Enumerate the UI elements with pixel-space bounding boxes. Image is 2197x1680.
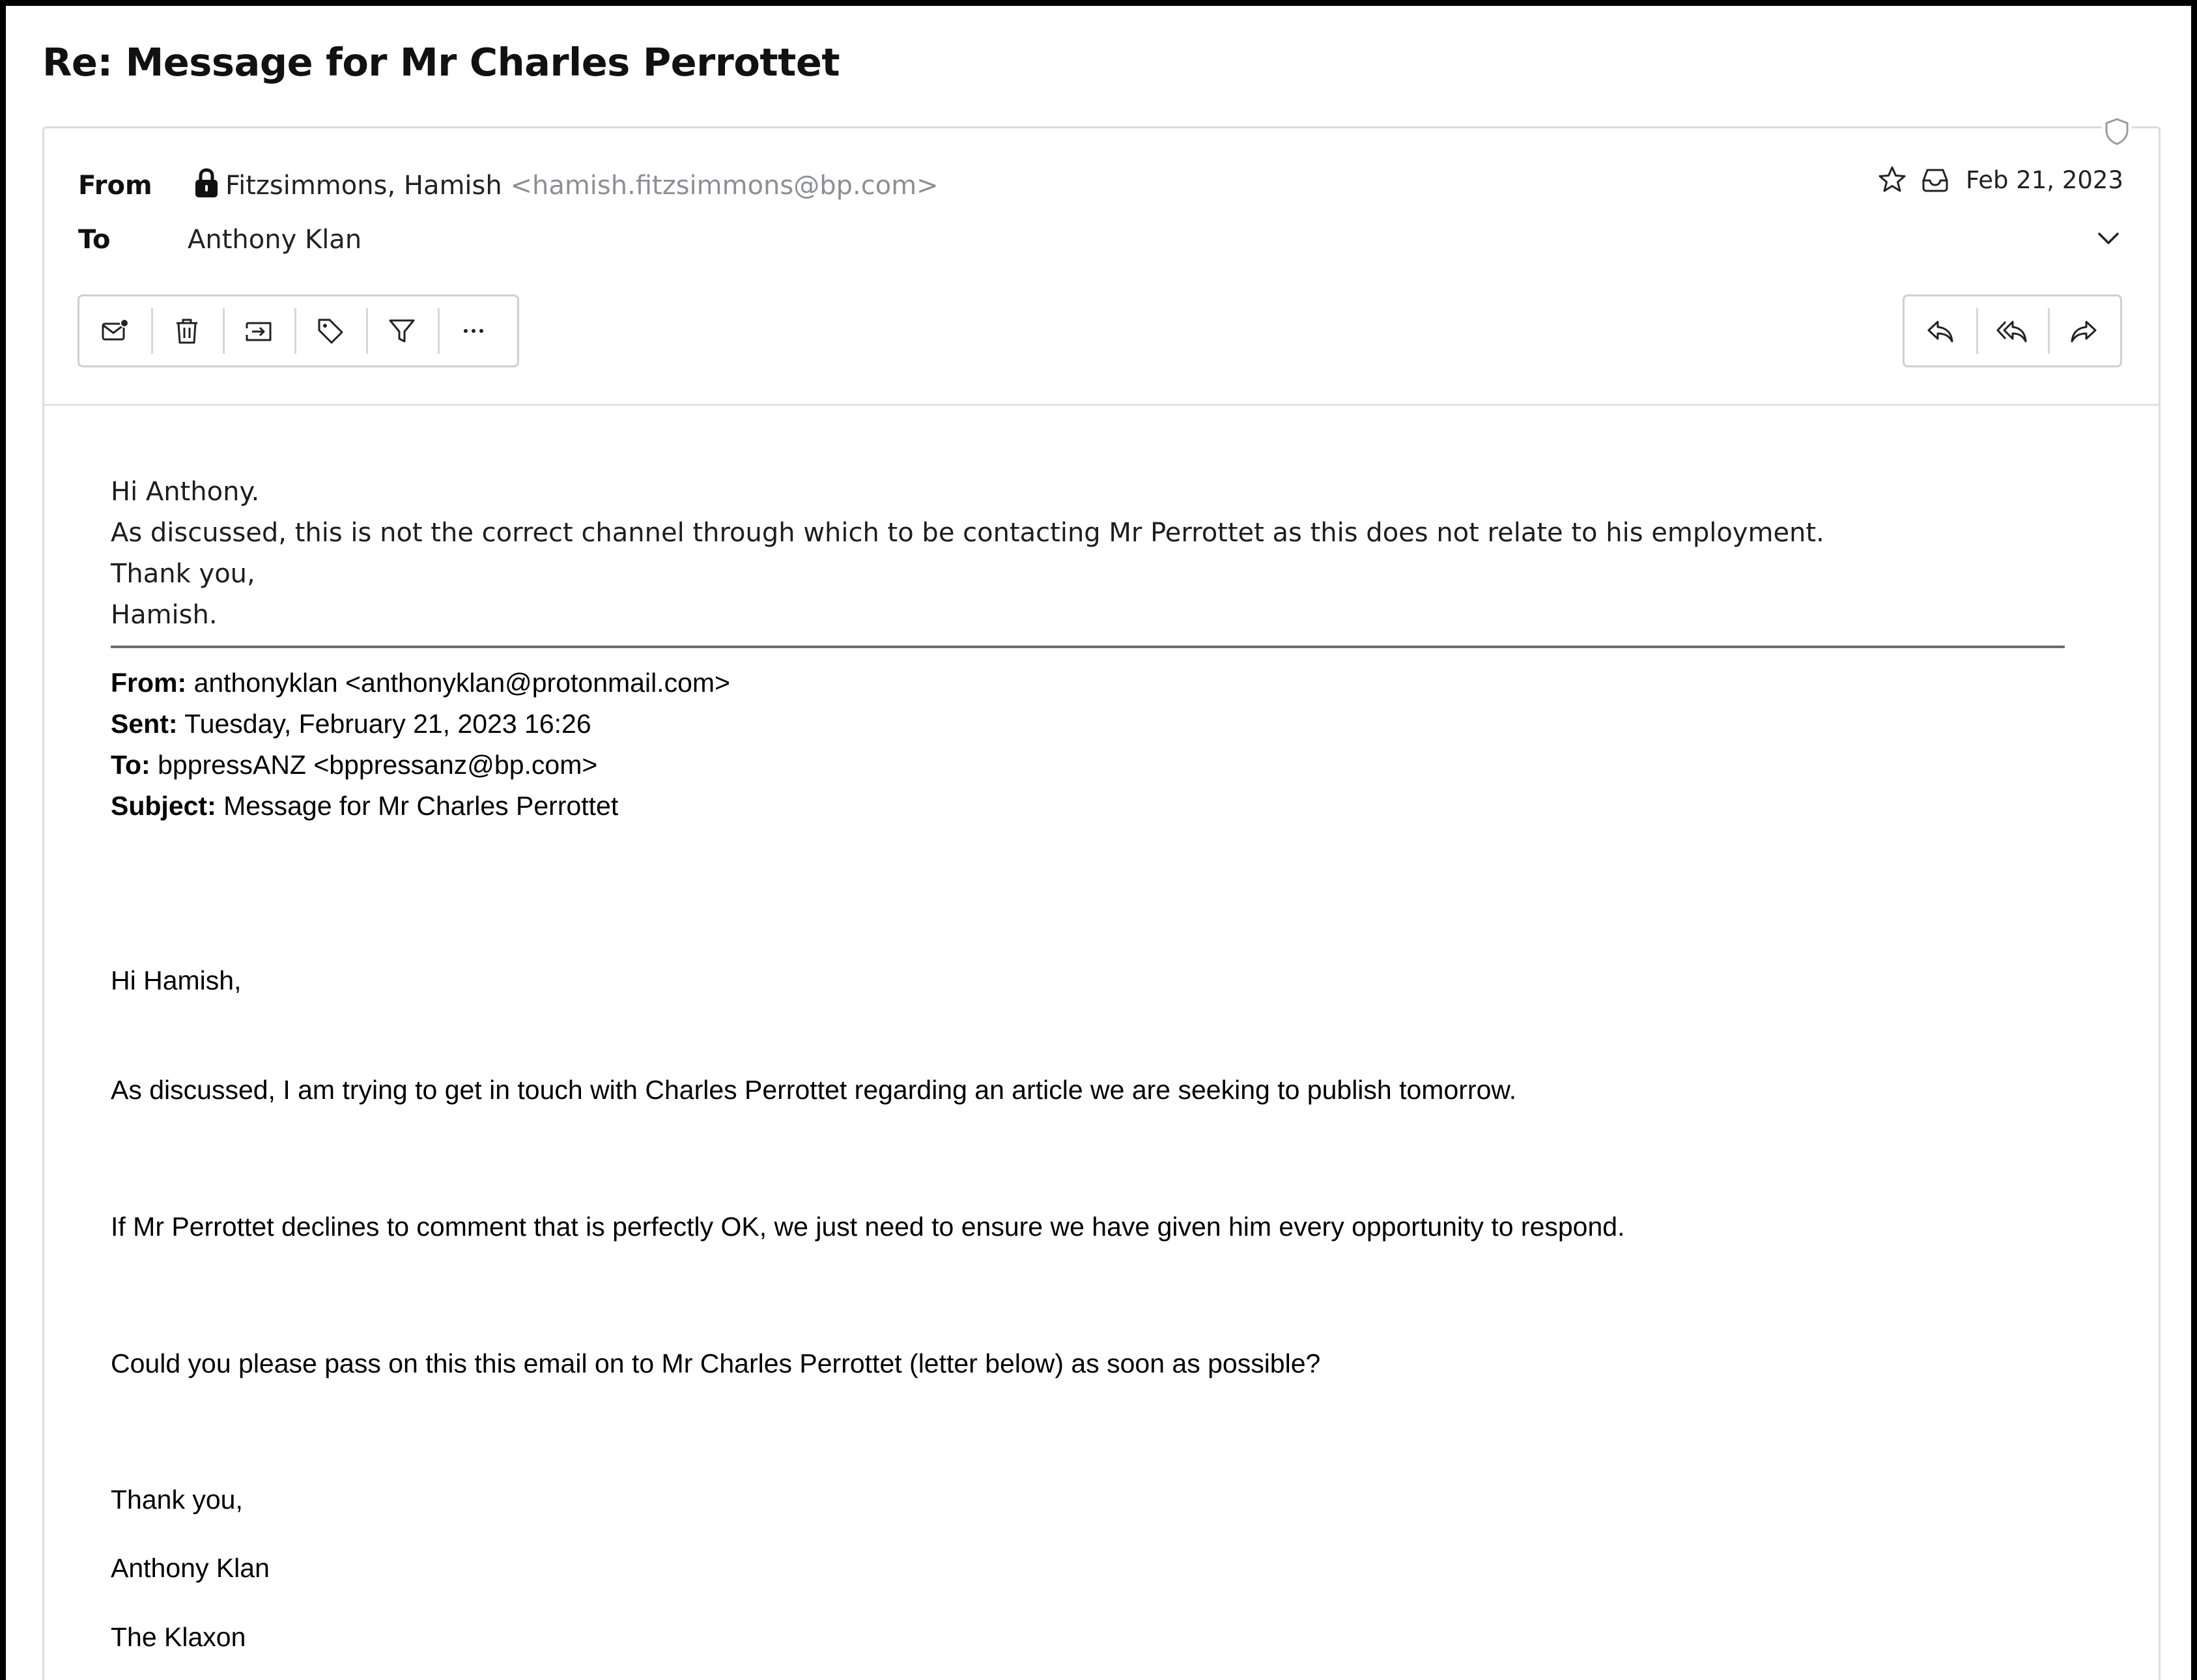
reply-all-button[interactable]	[1976, 296, 2048, 365]
quoted-sent: Sent: Tuesday, February 21, 2023 16:26	[111, 709, 591, 739]
message-body	[111, 472, 2078, 636]
message-date: Feb 21, 2023	[1965, 165, 2123, 194]
forward-button[interactable]	[2048, 296, 2119, 365]
tag-icon	[315, 315, 346, 347]
reply-toolbar	[1903, 294, 2122, 367]
reply-icon	[1925, 315, 1956, 347]
body-line: Hamish.	[111, 600, 218, 630]
quoted-paragraph: Anthony Klan	[111, 1553, 270, 1583]
quoted-from: From: anthonyklan <anthonyklan@protonmail.com>	[111, 668, 730, 698]
forward-icon	[2068, 315, 2099, 347]
message-subject: Re: Message for Mr Charles Perrottet	[42, 40, 840, 85]
star-icon[interactable]	[1877, 165, 1907, 195]
quoted-to: To: bppressANZ <bppressanz@bp.com>	[111, 750, 598, 780]
label-button[interactable]	[294, 296, 366, 365]
quoted-paragraph: Thank you,	[111, 1485, 243, 1515]
reply-button[interactable]	[1905, 296, 1976, 365]
filter-button[interactable]	[366, 296, 438, 365]
quoted-paragraph: If Mr Perrottet declines to comment that is perfectly OK, we just need to ensure we have given him every opportunity to respond.	[111, 1212, 1625, 1242]
delete-button[interactable]	[151, 296, 223, 365]
quote-divider	[111, 646, 2065, 648]
quoted-paragraph: Could you please pass on this this email on to Mr Charles Perrottet (letter below) as soon as possible?	[111, 1348, 1321, 1378]
inbox-icon[interactable]	[1920, 165, 1950, 195]
from-label: From	[78, 171, 152, 201]
reply-all-icon	[1996, 315, 2028, 347]
quoted-paragraph: As discussed, I am trying to get in touch with Charles Perrottet regarding an article we are seeking to publish tomorrow.	[111, 1075, 1517, 1105]
shield-icon[interactable]	[2102, 117, 2132, 147]
quoted-paragraph: Hi Hamish,	[111, 965, 242, 995]
mail-unread-icon	[100, 315, 131, 347]
sender-email: <hamish.fitzsimmons@bp.com>	[510, 171, 939, 201]
move-to-folder-icon	[243, 315, 274, 347]
quoted-paragraph: The Klaxon	[111, 1622, 246, 1652]
date-area	[1877, 165, 2123, 195]
message-toolbar	[78, 294, 519, 367]
quoted-header	[111, 662, 730, 827]
sender-name: Fitzsimmons, Hamish	[225, 171, 502, 201]
chevron-down-icon[interactable]	[2095, 229, 2121, 248]
body-line: Hi Anthony.	[111, 477, 260, 507]
to-label: To	[78, 225, 111, 255]
body-line: As discussed, this is not the correct channel through which to be contacting Mr Perrottet as this does not relate to his employment.	[111, 518, 1824, 548]
quoted-subject: Subject: Message for Mr Charles Perrottet	[111, 791, 619, 821]
move-button[interactable]	[223, 296, 294, 365]
mark-unread-button[interactable]	[79, 296, 151, 365]
lock-icon[interactable]	[193, 167, 220, 199]
trash-icon	[171, 315, 203, 347]
more-button[interactable]	[438, 296, 509, 365]
sender[interactable]	[225, 171, 939, 201]
more-icon	[458, 315, 489, 347]
header-divider	[42, 404, 2161, 406]
filter-icon	[386, 315, 418, 347]
page	[6, 6, 2191, 1680]
recipient-name[interactable]: Anthony Klan	[188, 225, 362, 255]
body-line: Thank you,	[111, 559, 255, 589]
